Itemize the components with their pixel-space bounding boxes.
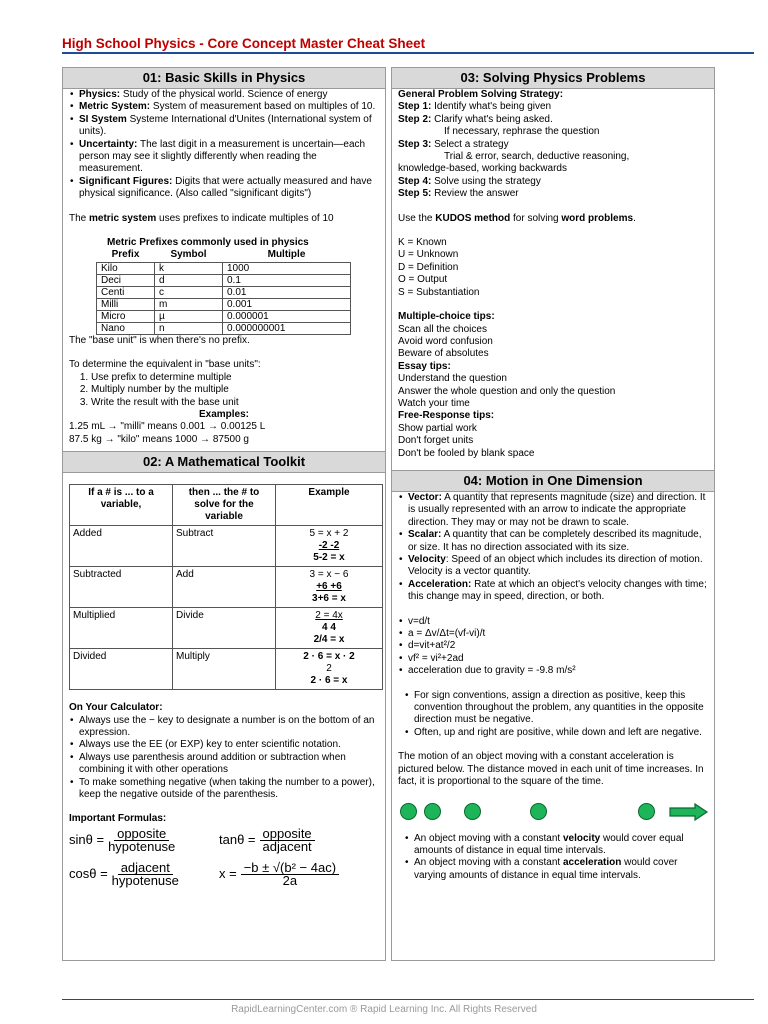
definition-item: • Physics: Study of the physical world. Science of energy <box>79 89 379 101</box>
equation-item: • acceleration due to gravity = -9.8 m/s² <box>408 665 708 677</box>
right-column <box>391 67 715 961</box>
list-item: • Always use the − key to designate a number is on the bottom of an expression. <box>79 715 379 740</box>
footer-text: RapidLearningCenter.com ® Rapid Learning Inc. All Rights Reserved <box>231 1004 537 1015</box>
definition-item: • Scalar: A quantity that can be completely described its magnitude, or size. It has no direction associated with its size. <box>408 529 708 554</box>
list-item: • An object moving with a constant acceleration would cover varying amounts of distance in equal time intervals. <box>414 857 708 882</box>
equation-item: • vf² = vi²+2ad <box>408 653 708 665</box>
list-item: • An object moving with a constant velocity would cover equal amounts of distance in equal time intervals. <box>414 833 708 858</box>
table-row: Subtracted Add 3 = x − 6 +6 +6 3+6 = x <box>70 567 383 608</box>
definition-item: • SI System Systeme International d'Unites (International system of units). <box>79 114 379 139</box>
equivalent-intro: To determine the equivalent in "base units": <box>69 359 261 371</box>
equation-item: • d=vit+at²/2 <box>408 640 708 652</box>
definitions-list <box>69 89 379 201</box>
closing-notes <box>398 833 708 883</box>
list-item: • For sign conventions, assign a direction as positive, keep this convention throughout the problem, any quantities in the opposite direction must be negative. <box>414 690 708 727</box>
conversion-steps <box>69 372 379 409</box>
table-row: Micro µ 0.000001 <box>97 310 351 322</box>
strategy-step: Step 1: Identify what's being given <box>398 101 552 113</box>
section-04-heading: 04: Motion in One Dimension <box>392 470 714 492</box>
example-line: 1.25 mL → "milli" means 0.001 → 0.00125 L <box>69 421 266 433</box>
kudos-item: S = Substantiation <box>398 286 480 298</box>
list-item: • Always use parenthesis around addition or subtraction when combining it with other operations <box>79 752 379 777</box>
strategy-step-detail: Trial & error, search, deductive reasoning, <box>444 151 630 163</box>
strategy-step: Step 3: Select a strategy <box>398 138 509 150</box>
table-row: Centi c 0.01 <box>97 286 351 298</box>
list-item: • To make something negative (when taking the number to a power), keep the negative outside of the parenthesis. <box>79 777 379 802</box>
table-header: then ... the # to solve for the variable <box>173 485 276 526</box>
table-row: Multiplied Divide 2 = 4x 4 4 2/4 = x <box>70 608 383 649</box>
kinematic-equations <box>398 616 708 678</box>
definition-item: • Metric System: System of measurement based on multiples of 10. <box>79 101 379 113</box>
kudos-item: U = Unknown <box>398 249 459 261</box>
definition-item: • Vector: A quantity that represents magnitude (size) and direction. It is usually represented with an arrow to indicate the appropriate direction. They may or may not be drawn to scale. <box>408 492 708 529</box>
list-item: Understand the question <box>398 373 507 385</box>
table-header: Example <box>276 485 383 526</box>
calculator-section <box>63 702 385 887</box>
strategy-step: Step 5: Review the answer <box>398 188 519 200</box>
section-02-heading: 02: A Mathematical Toolkit <box>63 451 385 473</box>
math-toolkit-table <box>69 484 383 690</box>
document-title: High School Physics - Core Concept Master Cheat Sheet <box>62 36 426 51</box>
strategy-title: General Problem Solving Strategy: <box>398 89 564 100</box>
definition-item: • Velocity: Speed of an object which includes its direction of motion. Velocity is a vector quantity. <box>408 554 708 579</box>
mc-tips-title: Multiple-choice tips: <box>398 311 495 323</box>
list-item: • Always use the EE (or EXP) key to enter scientific notation. <box>79 739 379 751</box>
table-header: Prefix <box>111 249 140 261</box>
motion-definitions <box>398 492 708 604</box>
list-item: 2. Multiply number by the multiple <box>91 384 379 396</box>
table-row: Divided Multiply 2 · 6 = x · 2 2 2 · 6 = x <box>70 649 383 690</box>
left-column <box>62 67 386 961</box>
cosine-formula: cosθ = $\frac{\text{adjacent}}{\text{hypotenuse}}$ <box>69 859 179 888</box>
list-item: 1. Use prefix to determine multiple <box>91 372 379 384</box>
table-row: Nano n 0.000000001 <box>97 322 351 334</box>
kudos-item: D = Definition <box>398 261 459 273</box>
position-dot <box>464 803 481 820</box>
list-item: 3. Write the result with the base unit <box>91 397 379 409</box>
calculator-heading: On Your Calculator: <box>69 702 163 714</box>
list-item: Answer the whole question and only the question <box>398 385 616 397</box>
equation-item: • v=d/t <box>408 616 708 628</box>
section-01-body <box>63 89 385 446</box>
sine-formula: sinθ = $\frac{\text{opposite}}{\text{hypotenuse}}$ <box>69 825 176 855</box>
kudos-item: O = Output <box>398 274 448 286</box>
section-03-body <box>392 89 714 460</box>
section-01-heading: 01: Basic Skills in Physics <box>63 68 385 89</box>
essay-tips-title: Essay tips: <box>398 360 451 372</box>
motion-diagram <box>398 803 708 833</box>
title-rule <box>62 52 754 54</box>
metric-prefix-table <box>96 249 351 334</box>
position-dot <box>424 803 441 820</box>
list-item: Show partial work <box>398 422 477 434</box>
kudos-item: K = Known <box>398 237 447 249</box>
motion-paragraph: The motion of an object moving with a constant acceleration is pictured below. The distance moved in each unit of time increases. In fact, it is proportional to the square of the time. <box>398 751 704 788</box>
position-dot <box>638 803 655 820</box>
footer-rule <box>62 999 754 1000</box>
table-header: Symbol <box>170 249 207 261</box>
calculator-tips <box>69 715 379 802</box>
position-dot <box>400 803 417 820</box>
example-line: 87.5 kg → "kilo" means 1000 → 87500 g <box>69 433 249 445</box>
list-item: Watch your time <box>398 397 470 409</box>
direction-arrow-icon <box>669 803 709 821</box>
table-header: If a # is ... to a variable, <box>70 485 173 526</box>
section-03-heading: 03: Solving Physics Problems <box>392 68 714 89</box>
section-04-body <box>392 492 714 882</box>
tangent-formula: tanθ = $\frac{\text{opposite}}{\text{adjacent}}$ <box>219 828 315 854</box>
list-item: Don't be fooled by blank space <box>398 447 535 459</box>
examples-label: Examples: <box>198 408 250 420</box>
table-row: Kilo k 1000 <box>97 262 351 274</box>
strategy-step-detail: knowledge-based, working backwards <box>398 163 567 175</box>
base-unit-note: The "base unit" is when there's no prefix. <box>69 334 250 346</box>
strategy-step: Step 2: Clarify what's being asked. <box>398 113 553 125</box>
list-item: Beware of absolutes <box>398 348 489 360</box>
formulas-heading: Important Formulas: <box>69 813 167 825</box>
strategy-step-detail: If necessary, rephrase the question <box>444 126 600 138</box>
sign-convention-notes <box>398 690 708 740</box>
table-row: Milli m 0.001 <box>97 298 351 310</box>
prefix-table-caption: Metric Prefixes commonly used in physics <box>107 237 309 249</box>
position-dot <box>530 803 547 820</box>
table-header: Multiple <box>267 249 306 261</box>
table-row: Deci d 0.1 <box>97 274 351 286</box>
strategy-step: Step 4: Solve using the strategy <box>398 175 541 187</box>
free-response-title: Free-Response tips: <box>398 410 495 422</box>
list-item: Don't forget units <box>398 435 474 447</box>
metric-system-note: The metric system uses prefixes to indicate multiples of 10 <box>69 212 334 224</box>
kudos-intro: Use the KUDOS method for solving word problems. <box>398 212 636 224</box>
definition-item: • Acceleration: Rate at which an object's velocity changes with time; this change may in speed, direction, or both. <box>408 579 708 604</box>
definition-item: • Uncertainty: The last digit in a measurement is uncertain—each person may see it slightly differently when reading the measurement. <box>79 139 379 176</box>
list-item: • Often, up and right are positive, while down and left are negative. <box>414 727 708 739</box>
equation-item: • a = Δv/Δt=(vf-vi)/t <box>408 628 708 640</box>
list-item: Avoid word confusion <box>398 335 493 347</box>
list-item: Scan all the choices <box>398 323 487 335</box>
quadratic-formula: x = $\frac{\text{−b ± √(b² − 4ac)}}{2a}$ <box>219 862 339 888</box>
definition-item: • Significant Figures: Digits that were actually measured and have physical significance. (Also called "significant digits") <box>79 176 379 201</box>
table-row: Added Subtract 5 = x + 2 -2 -2 5-2 = x <box>70 526 383 567</box>
